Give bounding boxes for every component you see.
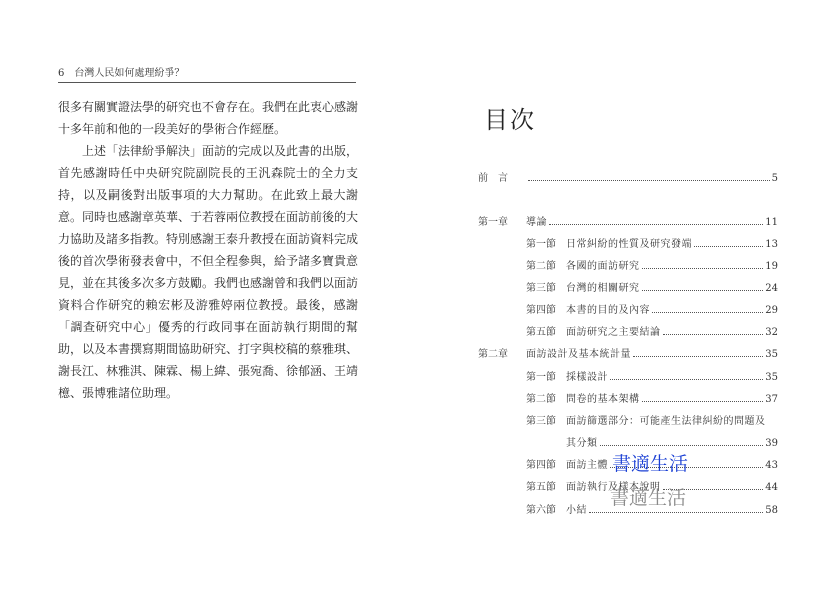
- toc-title-text: 導論: [526, 217, 547, 228]
- toc-section: 第五節: [526, 482, 556, 493]
- paragraph: 很多有關實證法學的研究也不會存在。我們在此衷心感謝十多年前和他的一段美好的學術合作經歷。: [58, 100, 359, 136]
- paragraph: 上述「法律紛爭解決」面訪的完成以及此書的出版，首先感謝時任中央研究院副院長的王汎森院士的全力支持，以及嗣後對出版事項的大力幫助。在此致上最大謝意。同時也感謝章英華、于若蓉兩位教授在面訪前後的大力協助及諸多指教。特別感謝王泰升教授在面訪資料完成後的首次學術發表會中，不但全程參與，給予諸多寶貴意見，並在其後多次多方鼓勵。我們也感謝曾和我們以面訪資料合作研究的賴宏彬及游雅婷兩位教授。最後，感謝「調查研究中心」優秀的行政同事在面訪執行期間的幫助，以及本書撰寫期間協助研究、打字與校稿的蔡雅琪、謝長江、林雅淇、陳霖、楊上緯、張宛喬、徐郁涵、王靖檍、張博雅諸位助理。: [58, 144, 359, 400]
- toc-entry[interactable]: [478, 346, 778, 360]
- toc-title-text: 面訪設計及基本統計量: [526, 349, 631, 360]
- toc-entry[interactable]: [526, 324, 778, 338]
- toc-page: 11: [765, 217, 778, 228]
- toc-entry[interactable]: [526, 369, 778, 383]
- toc-page: 37: [765, 394, 778, 405]
- body-text: [58, 96, 358, 404]
- toc-entry[interactable]: [526, 391, 778, 405]
- toc-title-text: 本書的目的及內容: [566, 305, 650, 316]
- toc-leader: [642, 401, 764, 402]
- toc-page: 35: [765, 349, 778, 360]
- toc-page: 5: [771, 173, 778, 184]
- toc-label: 第一章: [478, 217, 508, 228]
- toc-section: 第四節: [526, 305, 556, 316]
- toc-section: 第五節: [526, 327, 556, 338]
- toc-leader: [694, 246, 763, 247]
- toc-leader: [600, 445, 764, 446]
- toc-entry[interactable]: [478, 170, 778, 184]
- toc-title-text: 面訪主體: [566, 460, 608, 471]
- toc-title-text: 面訪篩選部分：可能產生法律糾紛的問題及: [566, 416, 766, 427]
- toc-section: 第一節: [526, 239, 556, 250]
- toc-leader: [528, 180, 770, 181]
- toc-page: 35: [765, 372, 778, 383]
- toc-leader: [549, 224, 763, 225]
- toc-label: 前 言: [478, 173, 508, 184]
- toc-entry[interactable]: [526, 302, 778, 316]
- toc-section: 第二節: [526, 261, 556, 272]
- toc-section: 第三節: [526, 283, 556, 294]
- toc-page: 58: [765, 505, 778, 516]
- toc-title-text: 問卷的基本架構: [566, 394, 640, 405]
- toc-title-text: 各國的面訪研究: [566, 261, 640, 272]
- toc-entry[interactable]: [566, 435, 778, 449]
- toc-page: 13: [765, 239, 778, 250]
- toc-leader: [642, 290, 764, 291]
- toc-leader: [633, 356, 763, 357]
- page-number: 6: [58, 68, 65, 79]
- toc-leader: [663, 334, 764, 335]
- toc-page: 44: [765, 482, 778, 493]
- toc-title-text: 採樣設計: [566, 372, 608, 383]
- toc-entry[interactable]: [526, 280, 778, 294]
- toc-section: 第四節: [526, 460, 556, 471]
- toc-leader: [589, 512, 763, 513]
- toc-page: 43: [765, 460, 778, 471]
- toc-title-text: 面訪研究之主要結論: [566, 327, 661, 338]
- toc-section: 第六節: [526, 505, 556, 516]
- toc-title-text: 日常糾紛的性質及研究發端: [566, 239, 692, 250]
- toc-section: 第一節: [526, 372, 556, 383]
- toc-page: 19: [765, 261, 778, 272]
- toc-entry[interactable]: [526, 236, 778, 250]
- toc-entry[interactable]: [526, 413, 778, 427]
- running-title: 台灣人民如何處理紛爭？: [74, 68, 185, 79]
- watermark: 書適生活: [610, 487, 687, 509]
- toc-leader: [642, 268, 764, 269]
- toc-title-text: 台灣的相關研究: [566, 283, 640, 294]
- toc-page: 24: [765, 283, 778, 294]
- toc-label: 第二章: [478, 349, 508, 360]
- toc-leader: [652, 312, 763, 313]
- toc-page: 39: [765, 438, 778, 449]
- toc-entry[interactable]: [478, 214, 778, 228]
- toc-section: 第二節: [526, 394, 556, 405]
- toc-page: 29: [765, 305, 778, 316]
- toc-title-text: 小結: [566, 505, 587, 516]
- toc-section: 第三節: [526, 416, 556, 427]
- toc-leader: [610, 379, 763, 380]
- toc-page: 32: [765, 327, 778, 338]
- running-header: [58, 64, 356, 83]
- toc-title: 目次: [484, 106, 536, 134]
- watermark: 書適生活: [612, 453, 689, 475]
- toc-title-text: 其分類: [566, 438, 598, 449]
- toc-entry[interactable]: [526, 258, 778, 272]
- toc-title-text: 面訪執行及樣本說明: [566, 482, 661, 493]
